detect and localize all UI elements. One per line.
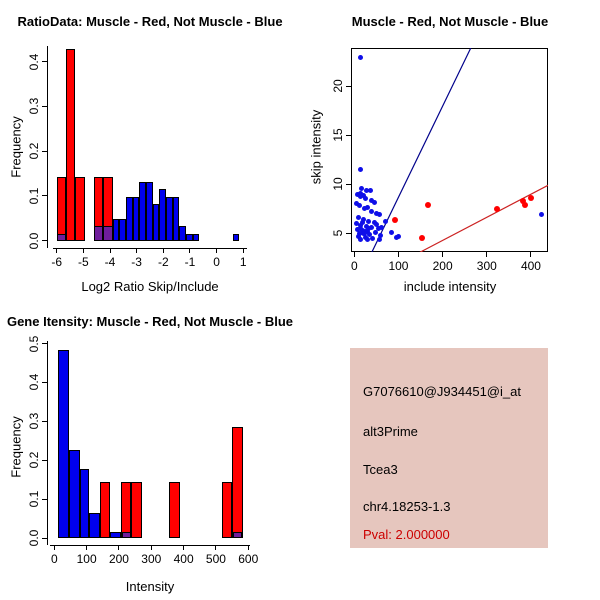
y-tick-label: 15	[330, 128, 345, 142]
x-axis-tick	[248, 545, 249, 550]
x-tick-label: 400	[173, 551, 194, 566]
x-tick-label: 300	[476, 258, 497, 273]
hist-bar-not-muscle-blue	[119, 219, 126, 241]
y-axis-line	[47, 341, 48, 545]
hist-bar-not-muscle-blue	[80, 469, 90, 538]
x-tick-label: 0	[213, 254, 220, 269]
x-tick-label: 200	[432, 258, 453, 273]
x-axis-tick	[86, 545, 87, 550]
x-axis-tick	[398, 252, 399, 257]
hist-bar-muscle-red	[121, 482, 132, 538]
chromosome-location-text: chr4.18253-1.3	[363, 499, 451, 514]
x-axis-tick	[118, 545, 119, 550]
hist-bar-muscle-red	[75, 177, 84, 241]
scatter-point-not-muscle-blue	[373, 230, 378, 235]
gene-intensity-y-axis-title: Frequency	[8, 416, 24, 478]
y-axis-tick	[42, 421, 47, 422]
hist-bar-not-muscle-blue	[89, 513, 100, 538]
hist-bar-not-muscle-blue	[58, 350, 69, 538]
y-axis-tick	[42, 151, 47, 152]
scatter-point-not-muscle-blue	[369, 209, 374, 214]
x-tick-label: -3	[131, 254, 142, 269]
x-axis-tick	[243, 248, 244, 253]
pval-text: Pval: 2.000000	[363, 527, 450, 542]
hist-bar-overlap-purple	[94, 226, 103, 241]
y-tick-label: 0.3	[27, 412, 42, 430]
hist-bar-not-muscle-blue	[166, 197, 173, 241]
y-tick-label: 0.4	[27, 374, 42, 391]
x-tick-label: 100	[388, 258, 409, 273]
y-axis-tick	[42, 61, 47, 62]
x-tick-label: -4	[104, 254, 116, 269]
y-tick-label: 0.1	[27, 187, 42, 205]
x-axis-tick	[354, 252, 355, 257]
gene-info-box	[350, 348, 548, 548]
x-axis-tick	[215, 545, 216, 550]
x-axis-tick	[56, 248, 57, 253]
gene-name-text: Tcea3	[363, 462, 398, 477]
x-tick-label: -2	[157, 254, 169, 269]
hist-bar-overlap-purple	[57, 234, 66, 241]
hist-bar-not-muscle-blue	[233, 234, 240, 241]
x-axis-tick	[183, 545, 184, 550]
x-tick-label: 600	[238, 551, 259, 566]
gene-info-panel	[300, 300, 600, 600]
hist-bar-not-muscle-blue	[110, 532, 121, 538]
hist-bar-muscle-red	[131, 482, 142, 538]
ratio-histogram-panel	[0, 0, 300, 300]
x-tick-label: 100	[76, 551, 97, 566]
hist-bar-muscle-red	[57, 177, 66, 241]
gene-intensity-histogram-title: Gene Itensity: Muscle - Red, Not Muscle - Blue	[6, 314, 294, 329]
hist-bar-muscle-red	[100, 482, 110, 538]
y-axis-tick	[42, 343, 47, 344]
intensity-scatter-title: Muscle - Red, Not Muscle - Blue	[351, 14, 549, 29]
y-tick-label: 5	[330, 229, 345, 237]
scatter-point-not-muscle-blue	[383, 219, 388, 224]
x-axis-tick	[110, 248, 111, 253]
x-tick-label: -5	[78, 254, 89, 269]
intensity-scatter-panel	[300, 0, 600, 300]
hist-bar-muscle-red	[222, 482, 233, 538]
y-axis-tick	[42, 195, 47, 196]
hist-bar-muscle-red	[66, 49, 75, 241]
x-axis-tick	[83, 248, 84, 253]
x-axis-tick	[189, 248, 190, 253]
hist-bar-not-muscle-blue	[186, 234, 193, 241]
x-tick-label: 500	[205, 551, 226, 566]
hist-bar-not-muscle-blue	[113, 219, 120, 241]
hist-bar-not-muscle-blue	[173, 197, 180, 241]
intensity-scatter-plot-area	[300, 0, 600, 300]
scatter-point-muscle-red	[425, 202, 431, 208]
y-tick-label: 0.2	[27, 142, 42, 160]
y-tick-label: 10	[330, 177, 345, 191]
hist-bar-overlap-purple	[103, 226, 112, 241]
y-tick-label: 0.3	[27, 97, 42, 115]
splice-event-type-text: alt3Prime	[363, 424, 418, 439]
y-tick-label: 0.1	[27, 490, 42, 508]
x-tick-label: 0	[50, 551, 58, 566]
gene-intensity-x-axis-title: Intensity	[125, 579, 175, 594]
scatter-point-muscle-red	[494, 206, 500, 212]
hist-bar-not-muscle-blue	[193, 234, 200, 241]
y-axis-tick	[42, 538, 47, 539]
x-axis-tick	[136, 248, 137, 253]
y-axis-tick	[42, 240, 47, 241]
y-tick-label: 0.0	[27, 232, 42, 250]
x-tick-label: 300	[141, 551, 162, 566]
y-axis-tick	[42, 499, 47, 500]
x-axis-tick	[216, 248, 217, 253]
y-tick-label: 0.4	[27, 53, 42, 70]
x-axis-tick	[442, 252, 443, 257]
x-axis-tick	[163, 248, 164, 253]
x-tick-label: 1	[239, 254, 247, 269]
y-tick-label: 0.5	[27, 335, 42, 352]
hist-bar-not-muscle-blue	[146, 182, 153, 241]
scatter-point-not-muscle-blue	[539, 212, 544, 217]
hist-bar-muscle-red	[169, 482, 180, 538]
scatter-point-muscle-red	[522, 202, 528, 208]
x-tick-label: 200	[108, 551, 129, 566]
ratio-histogram-plot-area	[0, 0, 300, 300]
hist-bar-muscle-red	[232, 427, 243, 538]
x-tick-label: 400	[520, 258, 541, 273]
x-axis-tick	[530, 252, 531, 257]
gene-intensity-plot-area	[0, 300, 300, 600]
hist-bar-not-muscle-blue	[159, 189, 166, 241]
ratio-histogram-y-axis-title: Frequency	[8, 116, 24, 178]
x-tick-label: -1	[184, 254, 196, 269]
x-tick-label: 0	[350, 258, 358, 273]
scatter-point-not-muscle-blue	[362, 206, 367, 211]
fit-lines-layer	[351, 48, 549, 251]
hist-bar-not-muscle-blue	[69, 450, 80, 538]
y-axis-line	[47, 46, 48, 248]
ratio-histogram-x-axis-title: Log2 Ratio Skip/Include	[81, 279, 219, 294]
hist-bar-not-muscle-blue	[153, 204, 160, 241]
hist-bar-overlap-purple	[233, 532, 242, 538]
hist-bar-not-muscle-blue	[126, 197, 133, 241]
intensity-scatter-y-axis-title: skip intensity	[308, 109, 324, 185]
x-axis-tick	[486, 252, 487, 257]
scatter-point-not-muscle-blue	[389, 230, 394, 235]
hist-bar-not-muscle-blue	[179, 226, 186, 241]
x-axis-tick	[151, 545, 152, 550]
y-axis-tick	[42, 382, 47, 383]
y-tick-label: 0.2	[27, 451, 42, 469]
gene-intensity-histogram-panel	[0, 300, 300, 600]
ratio-histogram-title: RatioData: Muscle - Red, Not Muscle - Blue	[17, 14, 283, 29]
y-axis-tick	[42, 106, 47, 107]
probe-id-text: G7076610@J934451@i_at	[363, 384, 521, 399]
hist-bar-not-muscle-blue	[133, 197, 140, 241]
y-axis-tick	[42, 460, 47, 461]
y-tick-label: 0.0	[27, 529, 42, 547]
x-axis-tick	[54, 545, 55, 550]
intensity-scatter-x-axis-title: include intensity	[403, 279, 497, 294]
y-tick-label: 20	[330, 79, 345, 94]
hist-bar-not-muscle-blue	[139, 182, 146, 241]
x-tick-label: -6	[51, 254, 63, 269]
hist-bar-overlap-purple	[122, 532, 131, 538]
